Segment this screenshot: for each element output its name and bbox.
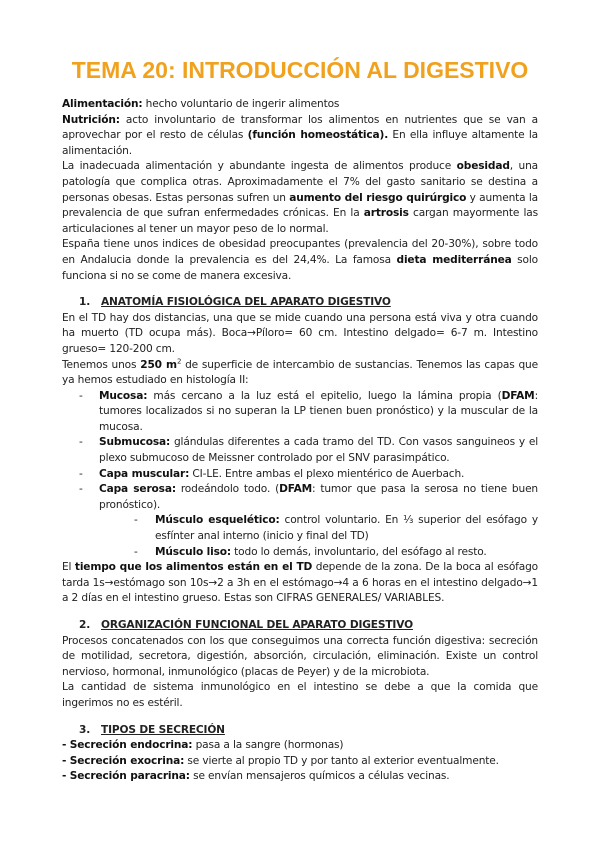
text-run: se envían mensajeros químicos a células vecinas.: [189, 770, 450, 783]
bold-text: - Secreción paracrina:: [62, 770, 190, 783]
bold-text: aumento del riesgo quirúrgico: [289, 191, 467, 204]
text-run: España tiene unos indices de obesidad preocupantes (prevalencia del 20-30%), sobre todo en Andalucia donde la prevalencia es del 24,4%. La famosa: [62, 238, 538, 266]
list-item: [62, 482, 538, 513]
section-number: 1.: [79, 296, 91, 309]
text-run: Tenemos unos: [62, 358, 141, 371]
bold-text: artrosis: [363, 207, 409, 220]
paragraph: [62, 680, 538, 711]
text-run: y aumenta la prevalencia de que sufran enfermedades crónicas. En la: [62, 191, 539, 220]
text-run: : tumores localizados si no superan la LP tienen buen pronóstico) y la muscular de la mucosa.: [99, 389, 538, 433]
text-run: La cantidad de sistema inmunológico en el intestino se debe a que la comida que ingerimos no es estéril.: [62, 681, 538, 709]
bold-text: (función homeostática).: [247, 129, 389, 142]
bold-text: DFAM: [501, 389, 535, 402]
text-run: En ella influye altamente la alimentación.: [62, 129, 538, 157]
paragraph: [62, 311, 538, 358]
list-item: [62, 389, 538, 436]
text-run: control voluntario. En ⅓ superior del esófago y esfínter anal interno (inicio y final del TD): [155, 514, 538, 543]
dash-bullet-icon: -: [79, 467, 83, 480]
paragraph: [62, 237, 538, 284]
bold-text: Alimentación:: [62, 98, 143, 110]
text-run: solo funciona si no se come de manera excesiva.: [62, 253, 539, 282]
section-heading: [62, 618, 538, 634]
dash-bullet-icon: -: [134, 545, 138, 558]
bold-text: Nutrición:: [62, 113, 120, 126]
dash-bullet-icon: -: [134, 514, 138, 527]
paragraph: [62, 560, 538, 607]
list-item: [62, 435, 538, 466]
list-item: [62, 513, 538, 544]
bold-text: Músculo esquelético:: [155, 514, 280, 527]
text-run: , una patología que complica otras. Aproximadamente el 7% del gasto sanitario se destina a personas obesas. Estas personas sufren un: [62, 160, 538, 204]
text-run: ANATOMÍA FISIOLÓGICA DEL APARATO DIGESTIVO: [101, 296, 391, 309]
section-title: [101, 724, 225, 736]
dash-bullet-icon: -: [79, 436, 83, 449]
text-run: cargan mayormente las articulaciones al tener un mayor peso de lo normal.: [62, 207, 538, 235]
section-heading: [62, 723, 538, 739]
text-run: La inadecuada alimentación y abundante ingesta de alimentos produce: [62, 160, 457, 173]
text-run: En el TD hay dos distancias, una que se mide cuando una persona está viva y otra cuando ha muerto (TD ocupa más). Boca→Píloro= 60 cm. Intestino delgado= 6-7 m. Intestino grueso= 120-200 cm.: [62, 311, 538, 355]
section-number: 3.: [79, 723, 91, 736]
bold-text: Capa serosa:: [99, 483, 176, 496]
bold-text: 2: [176, 356, 182, 365]
section-title: [101, 619, 413, 631]
text-run: rodeándolo todo. (: [175, 483, 280, 496]
paragraph: [62, 754, 538, 770]
paragraph: [62, 159, 538, 237]
section-number: 2.: [79, 619, 91, 631]
paragraph: [62, 738, 538, 754]
bold-text: DFAM: [279, 483, 313, 496]
bold-text: Submucosa:: [99, 436, 171, 449]
bold-text: Mucosa:: [99, 389, 148, 402]
dash-bullet-icon: -: [79, 483, 83, 496]
bold-text: 250 m: [140, 358, 177, 371]
text-run: glándulas diferentes a cada tramo del TD. Con vasos sanguineos y el plexo submucoso de Meissner controlado por el SNV parasimpático.: [99, 436, 538, 465]
bold-text: dieta mediterránea: [396, 253, 512, 266]
text-run: pasa a la sangre (hormonas): [192, 739, 344, 752]
text-run: hecho voluntario de ingerir alimentos: [142, 98, 340, 110]
paragraph: [62, 358, 538, 389]
document-body: [62, 97, 538, 785]
paragraph: [62, 113, 538, 160]
text-run: TIPOS DE SECRECIÓN: [101, 723, 225, 736]
paragraph: [62, 97, 538, 113]
bold-text: Capa muscular:: [99, 467, 190, 480]
paragraph: [62, 634, 538, 681]
text-run: CI-LE. Entre ambas el plexo mientérico de Auerbach.: [189, 467, 465, 480]
section-heading: [62, 295, 538, 311]
bold-text: Músculo liso:: [155, 545, 231, 558]
list-item: [62, 545, 538, 561]
bold-text: obesidad: [456, 160, 510, 173]
text-run: se vierte al propio TD y por tanto al exterior eventualmente.: [184, 754, 499, 767]
text-run: : tumor que pasa la serosa no tiene buen pronóstico).: [99, 483, 538, 511]
text-run: ORGANIZACIÓN FUNCIONAL DEL APARATO DIGESTIVO: [101, 619, 413, 631]
document-page: [62, 56, 538, 785]
bold-text: - Secreción endocrina:: [62, 739, 193, 752]
dash-bullet-icon: -: [79, 389, 83, 402]
text-run: depende de la zona. De la boca al esófago tarda 1s→estómago son 10s→2 a 3h en el estómago→4 a 6 horas en el intestino delgado→1 a 2 días en el intestino grueso. Estas son CIFRAS GENERALES/ VARIABLES.: [62, 561, 538, 605]
bold-text: - Secreción exocrina:: [62, 754, 185, 767]
text-run: de superficie de intercambio de sustancias. Tenemos las capas que ya hemos estudiado en histología II:: [62, 358, 538, 387]
bold-text: tiempo que los alimentos están en el TD: [74, 561, 313, 574]
section-title: [101, 296, 391, 308]
text-run: Procesos concatenados con los que conseguimos una correcta función digestiva: secreción de motilidad, secretora, digestión, absorción, circulación, eliminación. Existe un control nervioso, hormonal, inmunológico (placas de Peyer) y de la microbiota.: [62, 634, 538, 678]
text-run: El: [62, 561, 75, 574]
paragraph: [62, 769, 538, 785]
list-item: [62, 467, 538, 483]
text-run: todo lo demás, involuntario, del esófago al resto.: [230, 545, 487, 558]
text-run: más cercano a la luz está el epitelio, luego la lámina propia (: [147, 389, 502, 402]
document-title: TEMA 20: INTRODUCCIÓN AL DIGESTIVO: [71, 57, 529, 83]
text-run: acto involuntario de transformar los alimentos en nutrientes que se van a aprovechar por el resto de células: [62, 113, 538, 142]
